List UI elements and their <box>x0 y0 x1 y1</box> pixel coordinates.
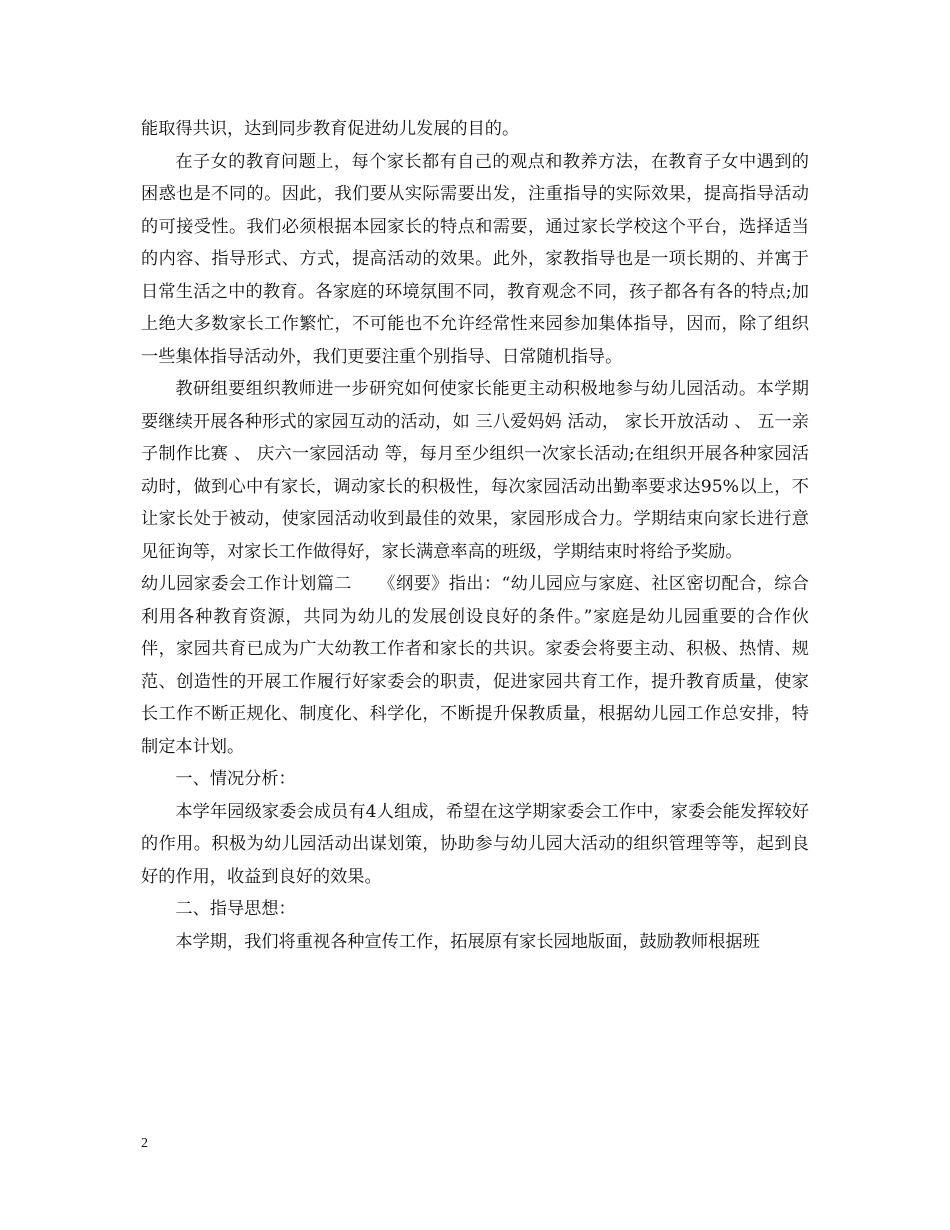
section-heading-situation: 一、情况分析： <box>175 769 296 789</box>
document-body <box>141 113 809 958</box>
paragraph-3: 教研组要组织教师进一步研究如何使家长能更主动积极地参与幼儿园活动。本学期要继续开展各种形式的家园互动的活动，如 三八爱妈妈 活动， 家长开放活动 、 五一亲子制作比赛 、 庆六一家园活动 等，每月至少组织一次家长活动;在组织开展各种家园活动时，做到心中有家长，调动家长的积极性，每次家园活动出勤率要求达95%以上，不让家长处于被动，使家园活动收到最佳的效果，家园形成合力。学期结束向家长进行意见征询等，对家长工作做得好，家长满意率高的班级，学期结束时将给予奖励。 <box>141 379 809 562</box>
paragraph-4: 幼儿园家委会工作计划篇二 《纲要》指出：“幼儿园应与家庭、社区密切配合，综合利用各种教育资源，共同为幼儿的发展创设良好的条件。”家庭是幼儿园重要的合作伙伴，家园共育已成为广大幼教工作者和家长的共识。家委会将要主动、积极、热情、规范、创造性的开展工作履行好家委会的职责，促进家园共育工作，提升教育质量，使家长工作不断正规化、制度化、科学化，不断提升保教质量，根据幼儿园工作总安排，特制定本计划。 <box>141 574 809 757</box>
paragraph-6: 本学年园级家委会成员有4人组成，希望在这学期家委会工作中，家委会能发挥较好的作用。积极为幼儿园活动出谋划策，协助参与幼儿园大活动的组织管理等等，起到良好的作用，收益到良好的效果。 <box>141 801 809 887</box>
paragraph-2: 在子女的教育问题上，每个家长都有自己的观点和教养方法，在教育子女中遇到的困惑也是不同的。因此，我们要从实际需要出发，注重指导的实际效果，提高指导活动的可接受性。我们必须根据本园家长的特点和需要，通过家长学校这个平台，选择适当的内容、指导形式、方式，提高活动的效果。此外，家教指导也是一项长期的、并寓于日常生活之中的教育。各家庭的环境氛围不同，教育观念不同，孩子都各有各的特点;加上绝大多数家长工作繁忙，不可能也不允许经常性来园参加集体指导，因而，除了组织一些集体指导活动外，我们更要注重个别指导、日常随机指导。 <box>141 151 809 367</box>
section-heading-guidance: 二、指导思想： <box>175 899 296 919</box>
paragraph-8: 本学期，我们将重视各种宣传工作，拓展原有家长园地版面，鼓励教师根据班 <box>175 931 760 952</box>
page-number: 2 <box>141 1136 148 1151</box>
paragraph-1: 能取得共识，达到同步教育促进幼儿发展的目的。 <box>141 119 520 139</box>
